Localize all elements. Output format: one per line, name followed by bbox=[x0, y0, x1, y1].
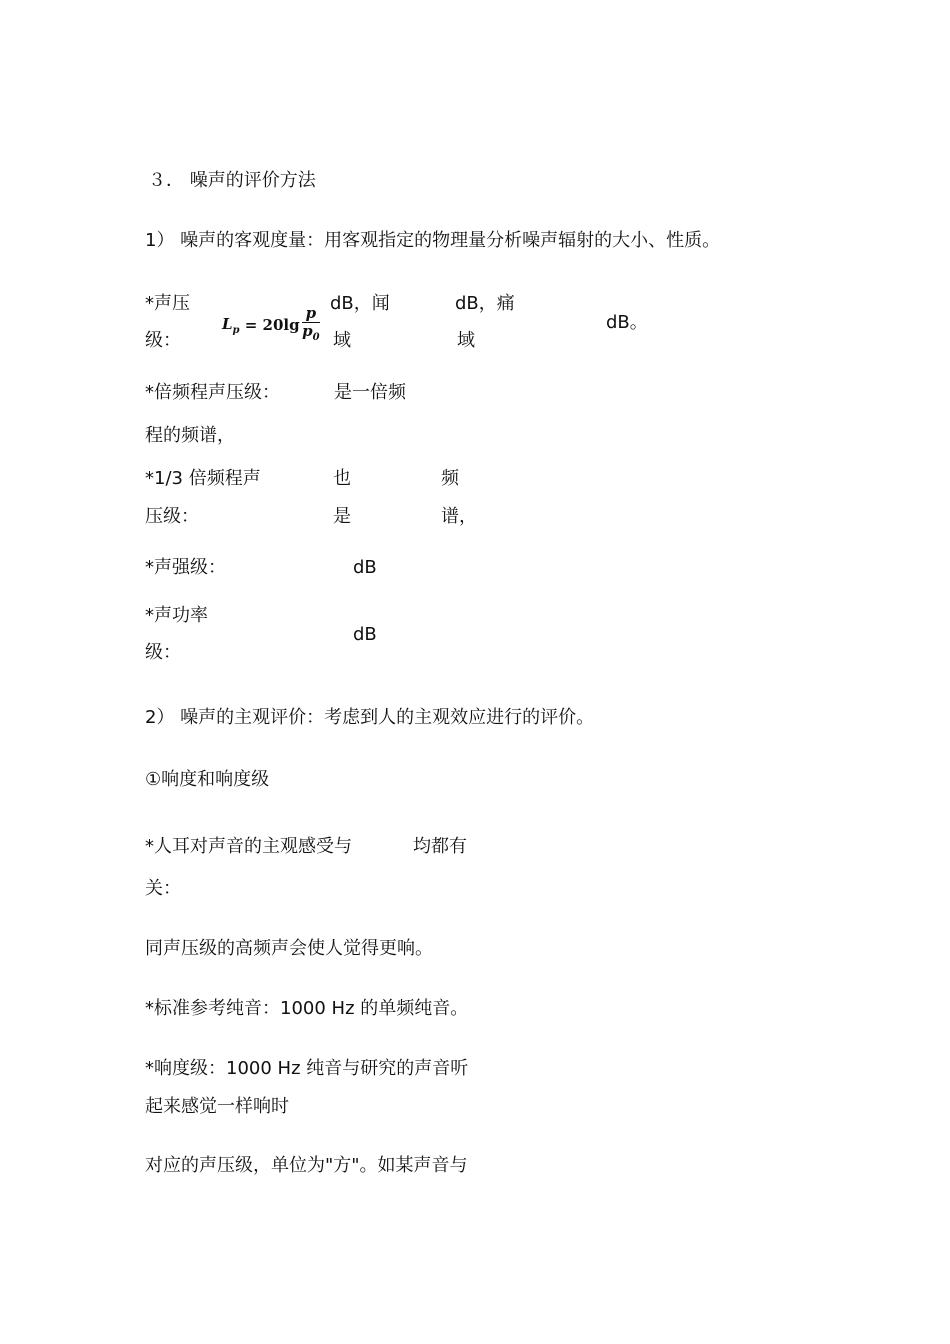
pain-threshold-domain: 域 bbox=[457, 330, 475, 351]
hearing-threshold-unit: dB，闻 bbox=[330, 293, 390, 314]
octave-label: *倍频程声压级： bbox=[145, 382, 280, 403]
section-heading: ３． 噪声的评价方法 bbox=[148, 170, 316, 191]
octave-desc: 是一倍频 bbox=[334, 382, 406, 403]
spl-formula: $L_p$ = 20lg $\frac{p}{p_0}$ bbox=[222, 304, 320, 346]
spl-formula-fraction: $\frac{p}{p_0}$ bbox=[302, 303, 320, 343]
loudness-level-line2: 起来感觉一样响时 bbox=[145, 1096, 289, 1117]
objective-measure-title: 1） 噪声的客观度量：用客观指定的物理量分析噪声辐射的大小、性质。 bbox=[145, 230, 721, 251]
power-label-line2: 级： bbox=[145, 642, 181, 663]
power-unit: dB bbox=[353, 624, 377, 645]
ear-perception-col2: 均都有 bbox=[413, 836, 467, 857]
third-octave-col2-line1: 也 bbox=[333, 468, 351, 489]
hearing-threshold-domain: 域 bbox=[333, 330, 351, 351]
third-octave-label-line2: 压级： bbox=[145, 506, 199, 527]
spl-range-unit: dB。 bbox=[606, 312, 648, 333]
high-frequency-note: 同声压级的高频声会使人觉得更响。 bbox=[145, 938, 433, 959]
intensity-unit: dB bbox=[353, 557, 377, 578]
standard-tone-definition: *标准参考纯音：1000 Hz 的单频纯音。 bbox=[145, 998, 469, 1019]
subjective-evaluation-title: 2） 噪声的主观评价：考虑到人的主观效应进行的评价。 bbox=[145, 707, 595, 728]
spl-label-line2: 级： bbox=[145, 330, 181, 351]
third-octave-col2-line2: 是 bbox=[333, 506, 351, 527]
octave-desc-line2: 程的频谱， bbox=[145, 425, 235, 446]
loudness-title: ①响度和响度级 bbox=[145, 769, 270, 790]
spl-label-line1: *声压 bbox=[145, 293, 190, 314]
ear-perception-line2: 关： bbox=[145, 878, 181, 899]
intensity-label: *声强级： bbox=[145, 557, 226, 578]
third-octave-label-line1: *1/3 倍频程声 bbox=[145, 468, 261, 489]
power-label-line1: *声功率 bbox=[145, 605, 208, 626]
third-octave-col3-line2: 谱， bbox=[441, 506, 477, 527]
ear-perception-line1: *人耳对声音的主观感受与 bbox=[145, 836, 352, 857]
loudness-unit-definition: 对应的声压级，单位为"方"。如某声音与 bbox=[145, 1155, 468, 1176]
third-octave-col3-line1: 频 bbox=[441, 468, 459, 489]
loudness-level-line1: *响度级：1000 Hz 纯音与研究的声音听 bbox=[145, 1058, 469, 1079]
pain-threshold-unit: dB，痛 bbox=[455, 293, 515, 314]
